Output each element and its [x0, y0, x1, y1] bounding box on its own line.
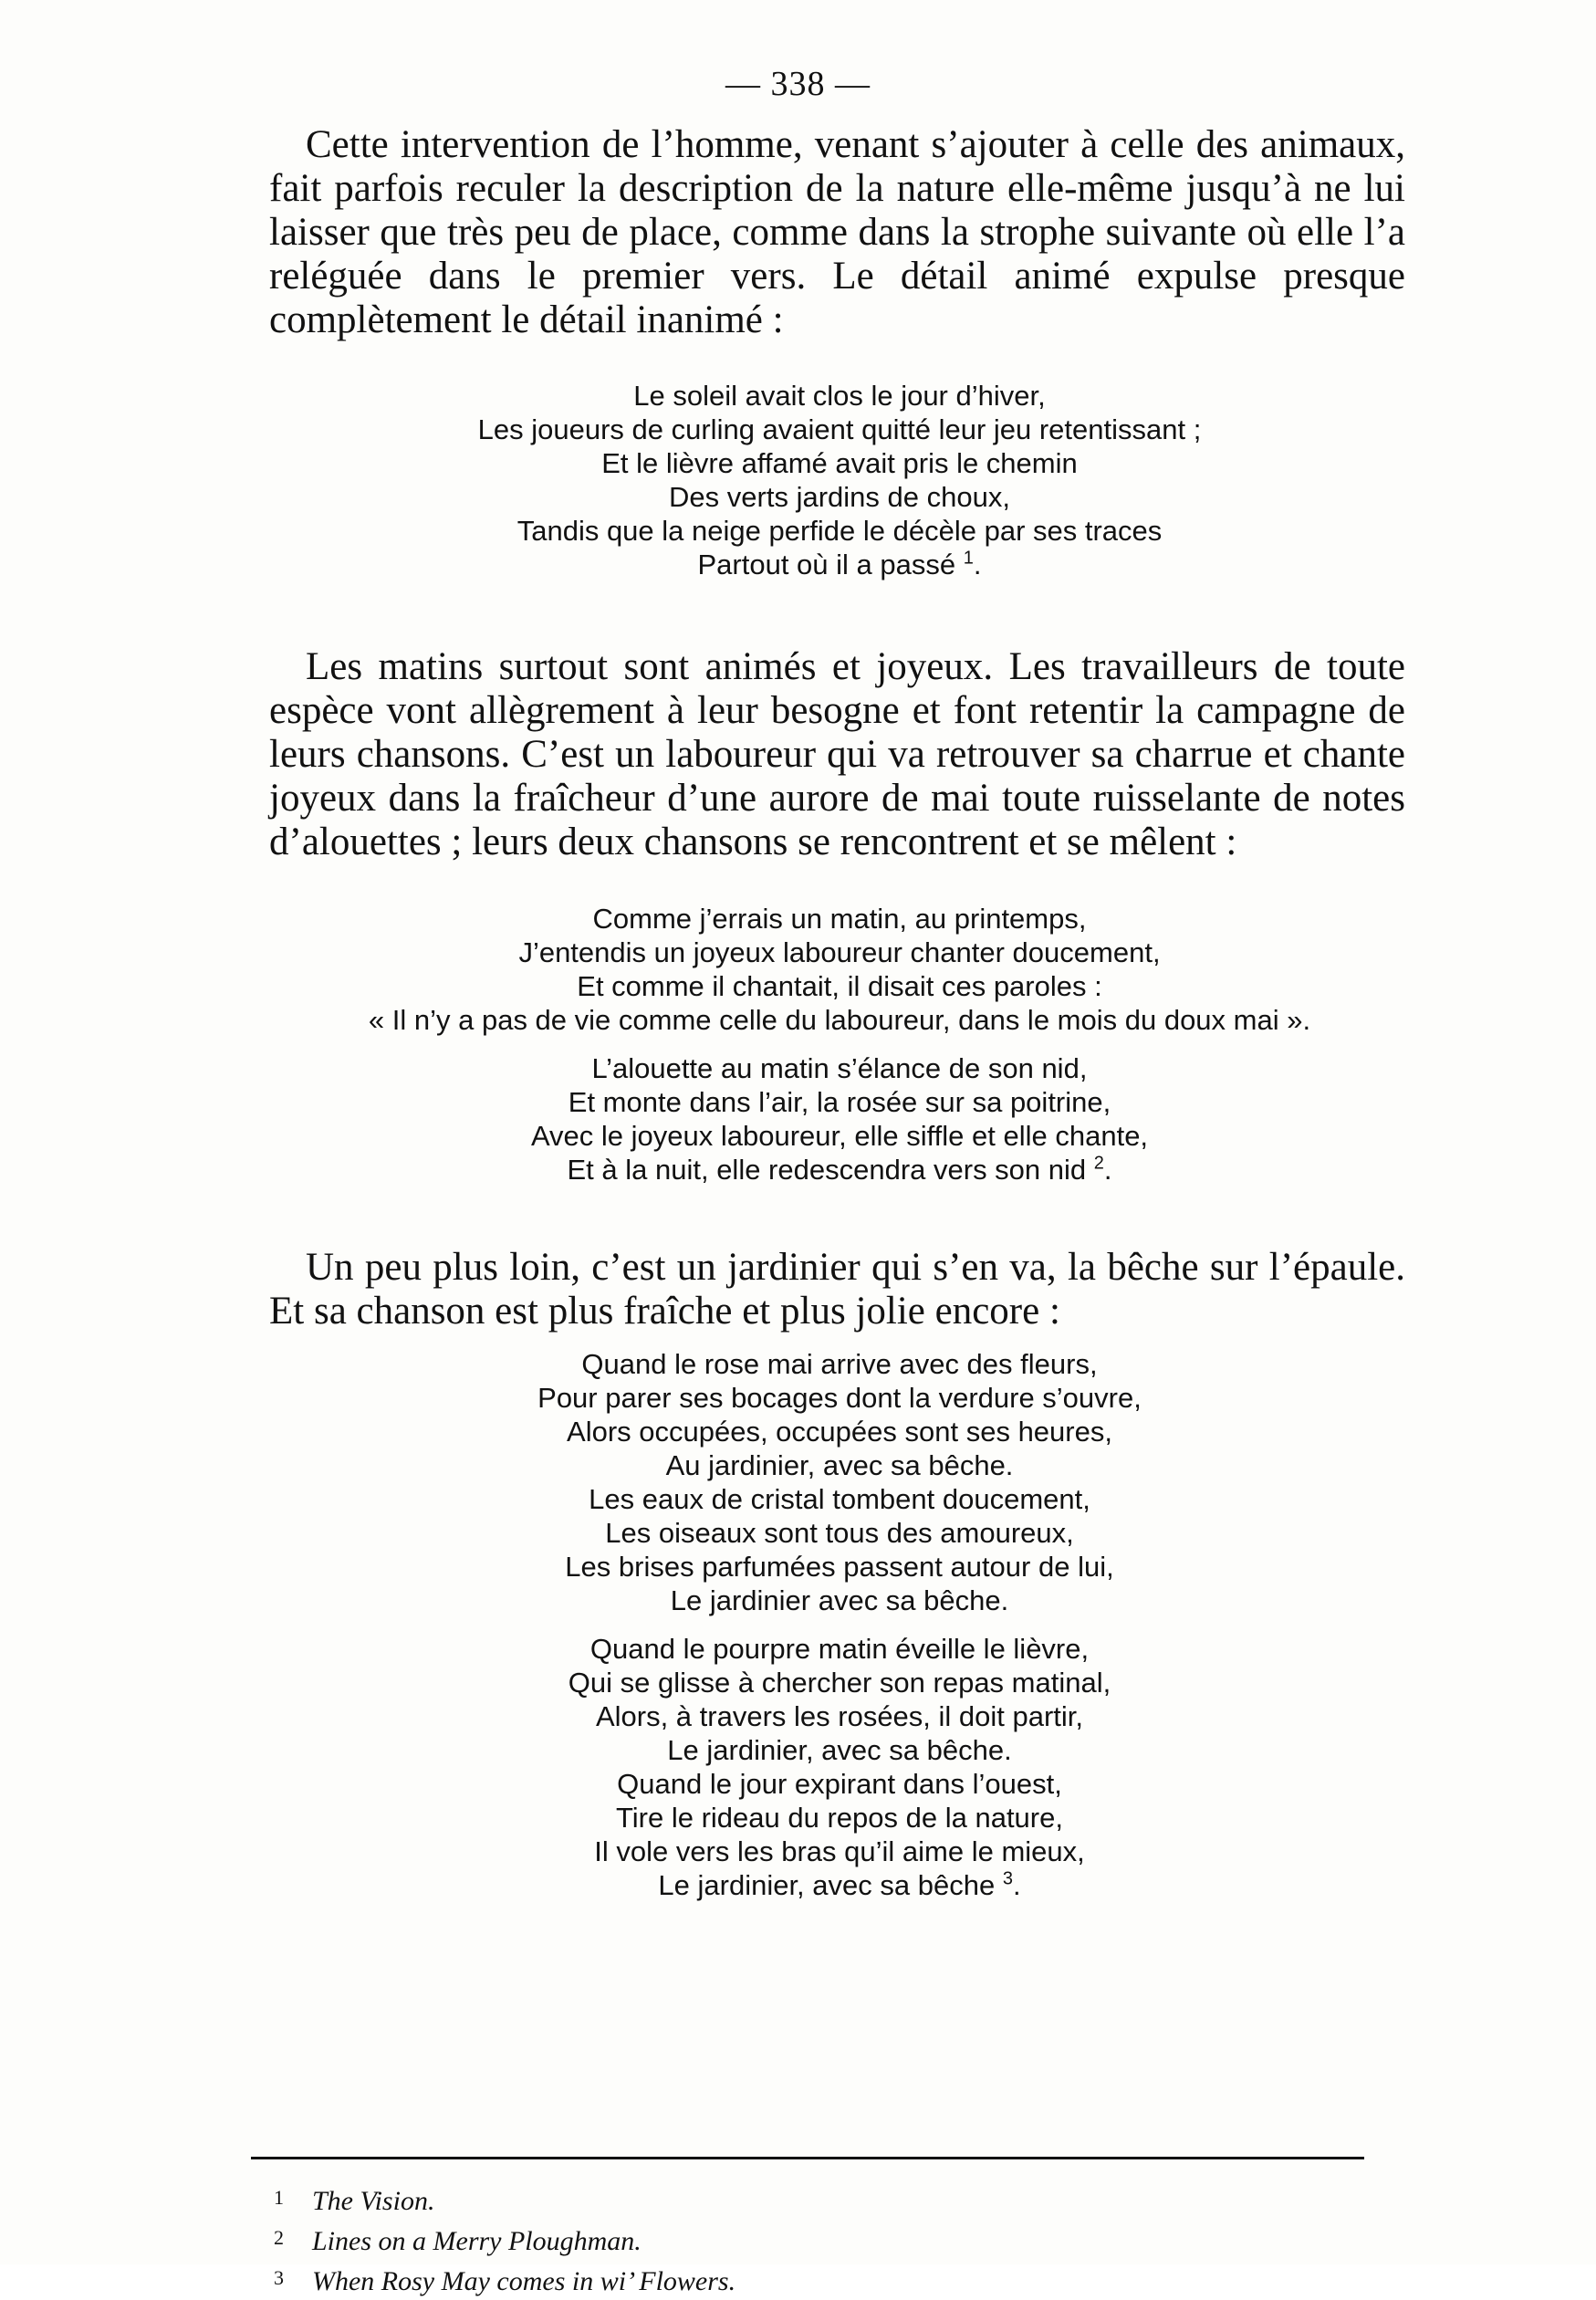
- footnote-number: 3: [274, 2266, 284, 2289]
- verse-line: Tandis que la neige perfide le décèle par ses traces: [516, 515, 1163, 547]
- verse-line: Des verts jardins de choux,: [669, 481, 1010, 513]
- verse-line: Alors, à travers les rosées, il doit partir,: [595, 1700, 1084, 1732]
- verse-line: Et le lièvre affamé avait pris le chemin: [601, 447, 1078, 479]
- footnote-number: 1: [274, 2186, 284, 2209]
- footnote-1: [274, 2180, 1369, 2220]
- verse-line: Le jardinier, avec sa bêche.: [667, 1734, 1012, 1766]
- paragraph-intro: [269, 123, 1405, 342]
- verse-line: Et comme il chantait, il disait ces paroles :: [577, 970, 1102, 1002]
- verse-line: Il vole vers les bras qu’il aime le mieux,: [594, 1835, 1085, 1867]
- footnote-title: The Vision.: [312, 2186, 435, 2216]
- verse-line: L’alouette au matin s’élance de son nid,: [591, 1052, 1088, 1084]
- verse-line: Pour parer ses bocages dont la verdure s’ouvre,: [537, 1382, 1142, 1414]
- verse-line: Quand le rose mai arrive avec des fleurs,: [581, 1348, 1098, 1380]
- verse-line: Quand le pourpre matin éveille le lièvre,: [589, 1633, 1090, 1665]
- verse-line: Le soleil avait clos le jour d’hiver,: [633, 380, 1046, 412]
- footnote-number: 2: [274, 2226, 284, 2249]
- verse-end-punct: .: [973, 549, 982, 580]
- verse-line: Alors occupées, occupées sont ses heures,: [567, 1416, 1112, 1448]
- stanza: [274, 1051, 1405, 1187]
- stanza: [274, 1347, 1405, 1617]
- paragraph-mornings: [269, 645, 1405, 864]
- verse-line: Les eaux de cristal tombent doucement,: [589, 1483, 1090, 1515]
- footnotes: [274, 2180, 1369, 2300]
- verse-line: Les brises parfumées passent autour de lui,: [565, 1551, 1114, 1583]
- footnote-title: Lines on a Merry Ploughman.: [312, 2226, 642, 2256]
- verse-text: Partout où il a passé: [697, 549, 956, 580]
- poem-the-vision: [274, 379, 1405, 581]
- footnote-2: [274, 2220, 1369, 2260]
- poem-rosy-may: [274, 1347, 1405, 1902]
- verse-line: Le jardinier avec sa bêche.: [670, 1584, 1009, 1616]
- verse-line: Qui se glisse à chercher son repas matinal,: [568, 1667, 1111, 1699]
- stanza: [274, 902, 1405, 1037]
- verse-end-punct: .: [1012, 1869, 1021, 1901]
- verse-line: « Il n’y a pas de vie comme celle du laboureur, dans le mois du doux mai ».: [368, 1004, 1311, 1036]
- paragraph-text: Un peu plus loin, c’est un jardinier qui s’en va, la bêche sur l’épaule. Et sa chanson est plus fraîche et plus jolie encore :: [269, 1246, 1405, 1333]
- verse-line: J’entendis un joyeux laboureur chanter doucement,: [518, 936, 1161, 968]
- verse-line: Et monte dans l’air, la rosée sur sa poitrine,: [568, 1086, 1111, 1118]
- verse-line: [274, 548, 1405, 581]
- verse-line: Les joueurs de curling avaient quitté leur jeu retentissant ;: [477, 413, 1202, 445]
- footnote-ref-1: 1: [963, 548, 974, 569]
- footnote-title: When Rosy May comes in wi’ Flowers.: [312, 2266, 736, 2296]
- poem-merry-ploughman: [274, 902, 1405, 1187]
- paragraph-text: Les matins surtout sont animés et joyeux. Les travailleurs de toute espèce vont allègrement à leur besogne et font retentir la campagne de leurs chansons. C’est un laboureur qui va retrouver sa charrue et chante joyeux dans la fraîcheur d’une aurore de mai toute ruisselante de notes d’alouettes ; leurs deux chansons se rencontrent et se mêlent :: [269, 645, 1405, 863]
- footnote-separator: [251, 2157, 1364, 2159]
- verse-line: Quand le jour expirant dans l’ouest,: [617, 1768, 1062, 1800]
- verse-line: Au jardinier, avec sa bêche.: [665, 1449, 1014, 1481]
- verse-line: Tire le rideau du repos de la nature,: [616, 1802, 1063, 1834]
- paragraph-text: Cette intervention de l’homme, venant s’ajouter à celle des animaux, fait parfois reculer la description de la nature elle-même jusqu’à ne lui laisser que très peu de place, comme dans la strophe suivante où elle l’a reléguée dans le premier vers. Le détail animé expulse presque complètement le détail inanimé :: [269, 123, 1405, 341]
- verse-line: Les oiseaux sont tous des amoureux,: [605, 1517, 1074, 1549]
- verse-text: Et à la nuit, elle redescendra vers son nid: [567, 1154, 1087, 1186]
- verse-line: [274, 1868, 1405, 1902]
- footnote-ref-3: 3: [1002, 1868, 1013, 1889]
- verse-text: Le jardinier, avec sa bêche: [658, 1869, 996, 1901]
- verse-line: [274, 1153, 1405, 1187]
- verse-line: Avec le joyeux laboureur, elle siffle et elle chante,: [530, 1120, 1149, 1152]
- footnote-ref-2: 2: [1093, 1153, 1104, 1174]
- stanza: [274, 1632, 1405, 1902]
- paragraph-gardener: [269, 1246, 1405, 1333]
- verse-end-punct: .: [1103, 1154, 1112, 1186]
- page-number: — 338 —: [725, 65, 871, 103]
- stanza: [274, 379, 1405, 581]
- footnote-3: [274, 2260, 1369, 2300]
- verse-line: Comme j’errais un matin, au printemps,: [592, 903, 1087, 935]
